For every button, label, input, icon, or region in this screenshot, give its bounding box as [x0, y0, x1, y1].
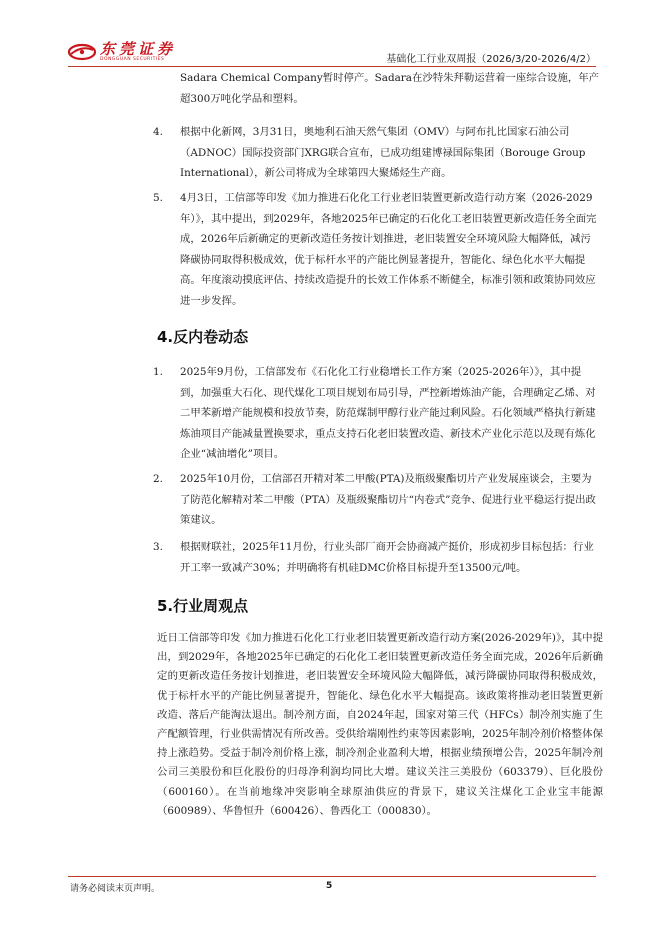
logo-english-name: DONGGUAN SECURITIES: [100, 57, 165, 62]
news-item-4: [153, 122, 600, 184]
anti-involution-item-3: [153, 537, 600, 578]
list-item-text: 根据财联社，2025年11月份，行业头部厂商开会协商减产挺价，形成初步目标包括：行业开工率一致减产30%；并明确将有机硅DMC价格目标提升至13500元/吨。: [180, 541, 594, 574]
weekly-view-paragraph: 近日工信部等印发《加力推进石化化工行业老旧装置更新改造行动方案(2026-2029年)》，其中提出，到2029年，各地2025年已确定的石化化工老旧装置更新改造任务全面完成，2026年后新确定的更新改造任务按计划推进，老旧装置安全环境风险大幅降低，减污降碳协同取得积极成效，优于标杆水平的产能比例显著提升，智能化、绿色化水平大幅提高。该政策将推动老旧装置更新改造、落后产能淘汰退出。制冷剂方面，自2024年起，国家对第三代（HFCs）制冷剂实施了生产配额管理，行业供需情况有所改善。受供给端刚性约束等因素影响，2025年制冷剂价格整体保持上涨趋势。受益于制冷剂价格上涨，制冷剂企业盈利大增，根据业绩预增公告，2025年制冷剂公司三美股份和巨化股份的归母净利润均同比大增。建议关注三美股份（603379）、巨化股份（600160）。在当前地缘冲突影响全球原油供应的背景下，建议关注煤化工企业宝丰能源（600989）、华鲁恒升（600426）、鲁西化工（000830）。: [157, 632, 603, 817]
continued-paragraph: Sadara Chemical Company暂时停产。Sadara在沙特朱拜勒运营着一座综合设施，年产超300万吨化学品和塑料。: [180, 72, 600, 105]
footer-disclaimer: 请务必阅读末页声明。: [70, 884, 161, 894]
page-header: [68, 40, 596, 66]
list-number: 3.: [153, 541, 163, 553]
list-item-text: 2025年9月份，工信部发布《石化化工行业稳增长工作方案（2025-2026年）》，其中提到，加强重大石化、现代煤化工项目规划布局引导，严控新增炼油产能，合理确定乙烯、对二甲苯新增产能规模和投放节奏，防范煤制甲醇行业产能过剩风险。石化领域严格执行新建炼油项目产能减量置换要求，重点支持石化老旧装置改造、新技术产业化示范以及现有炼化企业“减油增化”项目。: [180, 366, 596, 460]
footer-divider: [68, 876, 596, 877]
logo-chinese-name: 东莞证券: [100, 40, 177, 58]
section-heading-4: 4.反内卷动态: [157, 328, 249, 346]
page-number: 5: [326, 881, 333, 891]
list-number: 1.: [153, 366, 163, 378]
list-number: 4.: [153, 126, 163, 138]
logo-emblem-icon: [68, 43, 96, 61]
list-item-text: 根据中化新网，3月31日，奥地利石油天然气集团（OMV）与阿布扎比国家石油公司（ADNOC）国际投资部门XRG联合宣布，已成功组建博禄国际集团（Borouge Group International），新公司将成为全球第四大聚烯烃生产商。: [180, 126, 586, 179]
section-heading-5: 5.行业周观点: [157, 597, 249, 615]
anti-involution-item-2: [153, 469, 600, 531]
anti-involution-item-1: [153, 362, 600, 465]
list-item-text: 4月3日，工信部等印发《加力推进石化化工行业老旧装置更新改造行动方案（2026-2029年）》，其中提出，到2029年，各地2025年已确定的石化化工老旧装置更新改造任务全面完成，2026年后新确定的更新改造任务按计划推进，老旧装置安全环境风险大幅降低，减污降碳协同取得积极成效，优于标杆水平的产能比例显著提升，智能化、绿色化水平大幅提高。年度滚动摸底评估、持续改造提升的长效工作体系不断健全，标准引领和政策协同效应进一步发挥。: [180, 192, 597, 307]
list-number: 2.: [153, 473, 163, 485]
company-logo: [68, 42, 176, 63]
report-title: 基础化工行业双周报（2026/3/20-2026/4/2）: [386, 54, 596, 65]
list-item-text: 2025年10月份，工信部召开精对苯二甲酸(PTA)及瓶级聚酯切片产业发展座谈会，主要为了防范化解精对苯二甲酸（PTA）及瓶级聚酯切片“内卷式”竞争、促进行业平稳运行提出政策建议。: [180, 473, 596, 526]
list-number: 5.: [153, 192, 163, 204]
header-divider: [68, 66, 596, 67]
news-item-5: [153, 188, 600, 311]
